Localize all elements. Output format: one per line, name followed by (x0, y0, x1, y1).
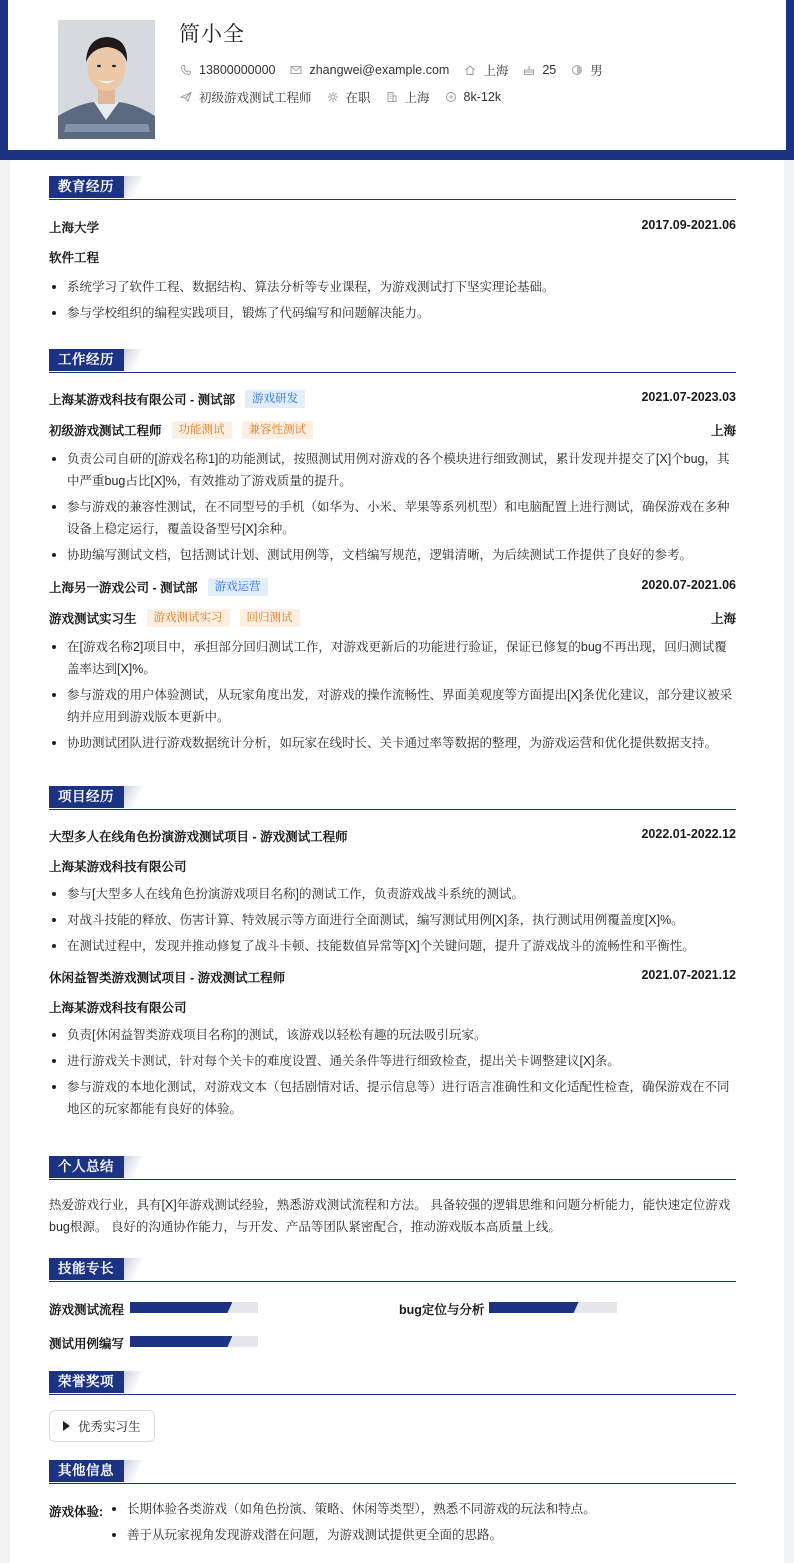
job-header-row (49, 578, 736, 596)
job-intent-row (179, 88, 515, 106)
company-name: 上海另一游戏公司 - 测试部 (49, 581, 198, 595)
skill-bar-fill (130, 1336, 232, 1347)
education-bullets (49, 276, 736, 324)
list-item: 在[游戏名称2]项目中，承担部分回归测试工作，对游戏更新后的功能进行验证，保证已修复的bug不再出现，回归测试覆盖率达到[X]%。 (49, 636, 736, 680)
header-frame-left (0, 0, 8, 160)
job-location: 上海 (710, 424, 736, 438)
list-item: 对战斗技能的释放、伤害计算、特效展示等方面进行全面测试，编写测试用例[X]条，执行测试用例覆盖度[X]%。 (49, 909, 736, 931)
other-label: 游戏体验: (49, 1505, 104, 1519)
header-frame-right (786, 0, 794, 160)
list-item: 进行游戏关卡测试，针对每个关卡的难度设置、通关条件等进行细致检查，提出关卡调整建议[X]条。 (49, 1050, 736, 1072)
projects-title: 项目经历 (49, 786, 124, 808)
job-role (49, 421, 313, 439)
education-period: 2017.09-2021.06 (641, 218, 736, 232)
summary-section (49, 1156, 736, 1238)
age-text: 25 (542, 63, 557, 77)
projects-heading (49, 786, 736, 810)
building-icon (385, 90, 399, 104)
gender-item (570, 61, 603, 79)
skill-name: 游戏测试流程 (49, 1303, 125, 1317)
role-tag: 功能测试 (172, 421, 232, 439)
education-section (49, 176, 736, 328)
project-name: 休闲益智类游戏测试项目 - 游戏测试工程师 (49, 971, 286, 985)
list-item: 负责[休闲益智类游戏项目名称]的测试，该游戏以轻松有趣的玩法吸引玩家。 (49, 1024, 736, 1046)
skill-bar (130, 1302, 258, 1313)
company-tag: 游戏运营 (208, 578, 268, 596)
skill-bar (130, 1336, 258, 1347)
list-item: 参与游戏的本地化测试，对游戏文本（包括剧情对话、提示信息等）进行语言准确性和文化适配性检查，确保游戏在不同地区的玩家都能有良好的体验。 (49, 1076, 736, 1120)
project-company-row (49, 998, 736, 1016)
major-row (49, 248, 736, 266)
job-bullets (49, 448, 736, 566)
salary-text: 8k-12k (463, 90, 502, 104)
project-name: 大型多人在线角色扮演游戏测试项目 - 游戏测试工程师 (49, 830, 348, 844)
job-location: 上海 (710, 612, 736, 626)
position-item (179, 88, 312, 106)
work-title: 工作经历 (49, 349, 124, 371)
city-item (463, 61, 508, 79)
job-role-row (49, 421, 736, 439)
role-tag: 回归测试 (240, 609, 300, 627)
work-city-item (385, 88, 430, 106)
list-item: 协助测试团队进行游戏数据统计分析，如玩家在线时长、关卡通过率等数据的整理，为游戏运营和优化提供数据支持。 (49, 732, 736, 754)
skill-name: 测试用例编写 (49, 1337, 125, 1351)
project-bullets (49, 1024, 736, 1120)
list-item: 善于从玩家视角发现游戏潜在问题，为游戏测试提供更全面的思路。 (109, 1524, 736, 1546)
email-text: zhangwei@example.com (309, 63, 450, 77)
header-frame-bottom (0, 150, 794, 160)
list-item: 负责公司自研的[游戏名称1]的功能测试，按照测试用例对游戏的各个模块进行细致测试，累计发现并提交了[X]个bug，其中严重bug占比[X]%，有效推动了游戏质量的提升。 (49, 448, 736, 492)
role-tag: 游戏测试实习 (147, 609, 230, 627)
other-heading (49, 1460, 736, 1484)
job-company (49, 578, 268, 596)
skill-name: bug定位与分析 (399, 1303, 485, 1317)
status-item (326, 88, 371, 106)
list-item: 参与游戏的用户体验测试，从玩家角度出发，对游戏的操作流畅性、界面美观度等方面提出[X]条优化建议，部分建议被采纳并应用到游戏版本更新中。 (49, 684, 736, 728)
status-text: 在职 (345, 91, 371, 105)
project-header-row (49, 827, 736, 845)
work-section (49, 349, 736, 758)
gear-icon (326, 90, 340, 104)
skill-bar-fill (130, 1302, 232, 1313)
award-badge (49, 1410, 155, 1442)
play-icon (63, 1421, 70, 1431)
project-period: 2021.07-2021.12 (641, 968, 736, 982)
list-item: 协助编写测试文档，包括测试计划、测试用例等，文档编写规范，逻辑清晰，为后续测试工作提供了良好的参考。 (49, 544, 736, 566)
project-company: 上海某游戏科技有限公司 (49, 860, 187, 874)
company-tag: 游戏研发 (245, 390, 305, 408)
projects-section (49, 786, 736, 1124)
email-item (289, 63, 449, 77)
mail-icon (289, 63, 303, 77)
summary-title: 个人总结 (49, 1156, 124, 1178)
job-company (49, 390, 305, 408)
city-text: 上海 (483, 64, 509, 78)
phone-item (179, 63, 275, 77)
other-title: 其他信息 (49, 1460, 124, 1482)
avatar-photo (58, 20, 155, 139)
candidate-name: 简小全 (179, 23, 245, 46)
salary-item (444, 90, 502, 104)
awards-section (49, 1371, 736, 1395)
contact-row (179, 61, 617, 79)
job-header-row (49, 390, 736, 408)
role-name: 初级游戏测试工程师 (49, 424, 162, 438)
skills-heading (49, 1258, 736, 1282)
education-heading (49, 176, 736, 200)
school-name: 上海大学 (49, 221, 100, 235)
skill-bar (489, 1302, 617, 1313)
role-name: 游戏测试实习生 (49, 612, 137, 626)
coin-icon (444, 90, 458, 104)
position-text: 初级游戏测试工程师 (199, 91, 312, 105)
gender-text: 男 (590, 64, 603, 78)
cake-icon (522, 63, 536, 77)
project-bullets (49, 883, 736, 957)
work-heading (49, 349, 736, 373)
job-role-row (49, 609, 736, 627)
summary-heading (49, 1156, 736, 1180)
phone-text: 13800000000 (199, 63, 276, 77)
age-item (522, 63, 556, 77)
job-bullets (49, 636, 736, 754)
list-item: 长期体验各类游戏（如角色扮演、策略、休闲等类型），熟悉不同游戏的玩法和特点。 (109, 1498, 736, 1520)
project-company: 上海某游戏科技有限公司 (49, 1001, 187, 1015)
other-section (49, 1460, 736, 1484)
awards-heading (49, 1371, 736, 1395)
education-row (49, 218, 736, 236)
list-item: 系统学习了软件工程、数据结构、算法分析等专业课程，为游戏测试打下坚实理论基础。 (49, 276, 736, 298)
list-item: 参与学校组织的编程实践项目，锻炼了代码编写和问题解决能力。 (49, 302, 736, 324)
awards-title: 荣誉奖项 (49, 1371, 124, 1393)
education-title: 教育经历 (49, 176, 124, 198)
job-period: 2020.07-2021.06 (641, 578, 736, 592)
project-period: 2022.01-2022.12 (641, 827, 736, 841)
job-role (49, 609, 300, 627)
major-name: 软件工程 (49, 251, 100, 265)
project-header-row (49, 968, 736, 986)
role-tag: 兼容性测试 (242, 421, 314, 439)
award-label: 优秀实习生 (78, 1420, 141, 1434)
other-bullets (109, 1498, 736, 1550)
work-city-text: 上海 (404, 91, 430, 105)
list-item: 参与[大型多人在线角色扮演游戏项目名称]的测试工作，负责游戏战斗系统的测试。 (49, 883, 736, 905)
list-item: 在测试过程中，发现并推动修复了战斗卡顿、技能数值异常等[X]个关键问题，提升了游戏战斗的流畅性和平衡性。 (49, 935, 736, 957)
project-company-row (49, 857, 736, 875)
company-name: 上海某游戏科技有限公司 - 测试部 (49, 393, 236, 407)
skills-section (49, 1258, 736, 1282)
summary-text: 热爱游戏行业，具有[X]年游戏测试经验，熟悉游戏测试流程和方法。 具备较强的逻辑思维和问题分析能力，能快速定位游戏bug根源。 良好的沟通协作能力，与开发、产品等团队紧密配合，推动游戏版本高质量上线。 (49, 1198, 731, 1234)
job-period: 2021.07-2023.03 (641, 390, 736, 404)
skills-title: 技能专长 (49, 1258, 124, 1280)
phone-icon (179, 63, 193, 77)
send-icon (179, 90, 193, 104)
gender-icon (570, 63, 584, 77)
skill-bar-fill (489, 1302, 579, 1313)
list-item: 参与游戏的兼容性测试，在不同型号的手机（如华为、小米、苹果等系列机型）和电脑配置上进行测试，确保游戏在多种设备上稳定运行，覆盖设备型号[X]余种。 (49, 496, 736, 540)
home-icon (463, 63, 477, 77)
